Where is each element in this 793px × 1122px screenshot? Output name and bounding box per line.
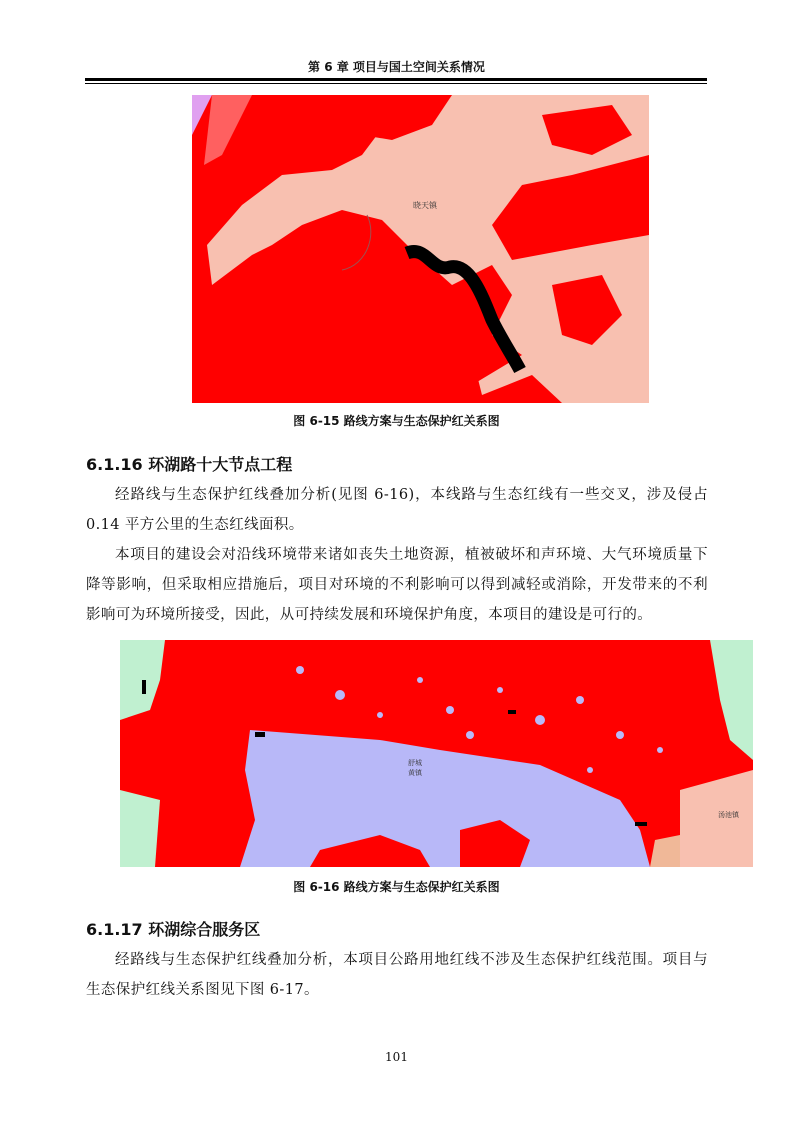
page-header: 第 6 章 项目与国土空间关系情况 [308,60,485,74]
figure-6-15-map [192,95,649,403]
section-heading-6-1-16: 6.1.16 环湖路十大节点工程 [86,455,293,474]
figure-6-16-caption: 图 6-16 路线方案与生态保护红关系图 [293,880,500,894]
section2-paragraph-1: 经路线与生态保护红线叠加分析，本项目公路用地红线不涉及生态保护红线范围。项目与生态保护红线关系图见下图 6-17。 [86,952,708,998]
section-heading-6-1-17: 6.1.17 环湖综合服务区 [86,920,261,939]
figure-6-15-caption: 图 6-15 路线方案与生态保护红关系图 [293,414,500,428]
header-rule-thick [85,78,707,81]
map-label-xiaotian: 晓天镇 [413,201,437,210]
header-rule-thin [85,83,707,84]
map-label-shucheng: 舒城 [408,759,422,767]
figure-6-16-map [120,640,753,867]
section1-paragraph-1: 经路线与生态保护红线叠加分析(见图 6-16)，本线路与生态红线有一些交叉，涉及侵占 0.14 平方公里的生态红线面积。 [86,487,708,533]
map-label-huangzhen: 黄镇 [408,769,422,777]
map-label-tangchi: 汤池镇 [718,811,739,819]
page-number: 101 [385,1050,408,1064]
section1-paragraph-2: 本项目的建设会对沿线环境带来诸如丧失土地资源，植被破坏和声环境、大气环境质量下降等影响，但采取相应措施后，项目对环境的不利影响可以得到减轻或消除，开发带来的不利影响可为环境所接受，因此，从可持续发展和环境保护角度，本项目的建设是可行的。 [86,547,708,623]
